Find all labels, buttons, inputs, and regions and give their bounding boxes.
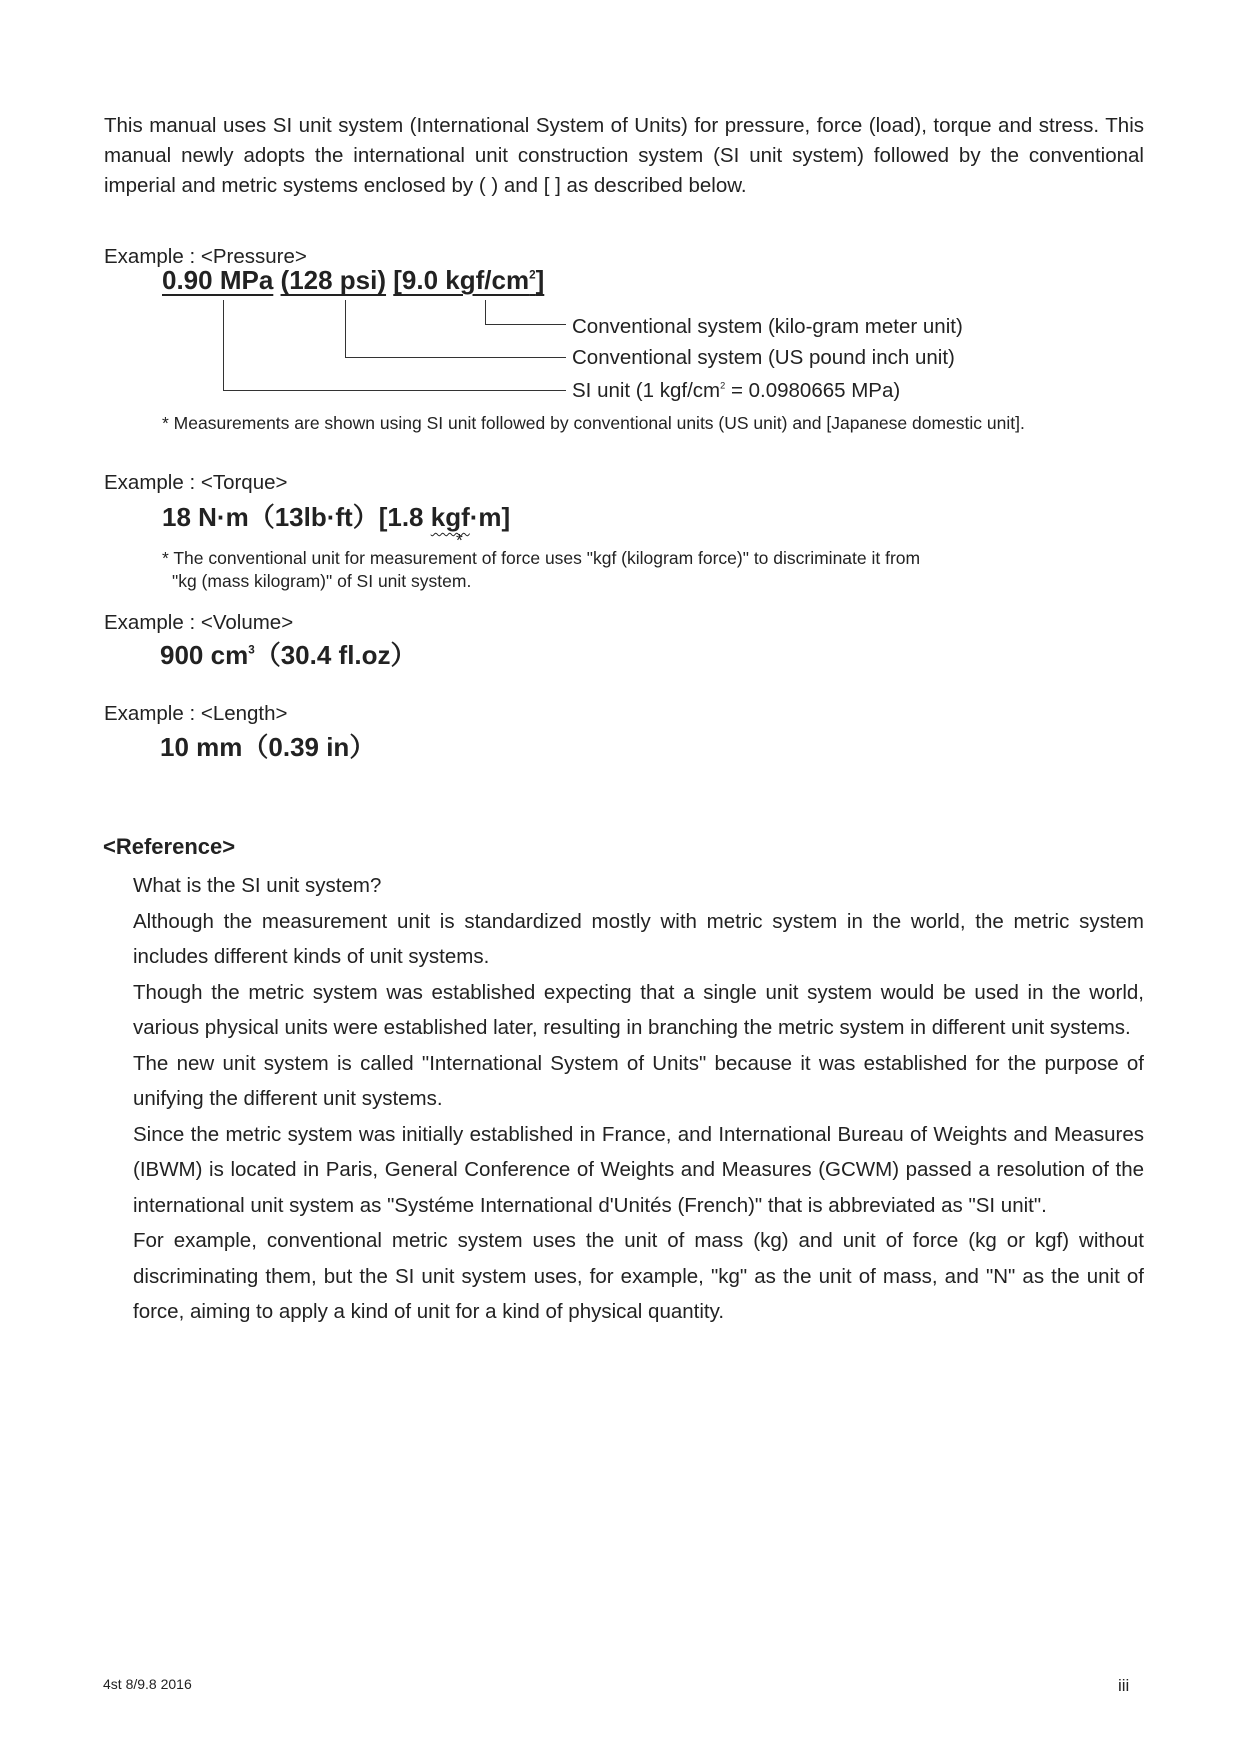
page-number: iii [1118, 1676, 1130, 1695]
intro-paragraph [104, 111, 1144, 201]
length-example-label: Example : <Length> [104, 702, 288, 725]
footer-edition: 4st 8/9.8 2016 [103, 1676, 192, 1692]
volume-value: 900 $cm^3(30.4$ fl.oz） [160, 640, 417, 670]
reference-paragraph: The new unit system is called "International System of Units" because it was established for the purpose of unifying the different unit systems. [133, 1051, 1144, 1110]
pressure-metric-value: [9.0 kgf/$cm^2$] [393, 265, 545, 295]
reference-paragraph: What is the SI unit system? [133, 874, 382, 897]
reference-paragraph: Since the metric system was initially established in France, and International Bureau of Weights and Measures (IBWM) is located in Paris, General Conference of Weights and Measures (GCWM) passed a resolution of the international unit system as "Systéme International d'Unités (French)" that is abbreviated as "SI unit". [133, 1122, 1144, 1217]
pressure-example-label: Example : <Pressure> [104, 245, 307, 268]
torque-example-label: Example : <Torque> [104, 471, 288, 494]
pressure-value [162, 265, 544, 296]
reference-paragraph: For example, conventional metric system uses the unit of mass (kg) and unit of force (kg or kgf) without discriminating them, but the SI unit system uses, for example, "kg" as the unit of mass, and "N" as the unit of force, aiming to apply a kind of unit for a kind of physical quantity. [133, 1229, 1144, 1323]
leader-si-vertical [223, 300, 224, 391]
torque-note-line2: "kg (mass kilogram)" of SI unit system. [172, 571, 472, 591]
legend-si: SI unit (1 kgf/$cm^2 = 0.0980665$ MPa) [572, 379, 901, 402]
leader-us-horizontal [345, 357, 566, 358]
torque-asterisk: * [456, 530, 463, 550]
torque-note-line1: * The conventional unit for measurement of force uses "kgf (kilogram force)" to discriminate it from [162, 548, 921, 568]
reference-heading: <Reference> [103, 834, 236, 859]
volume-example-label: Example : <Volume> [104, 611, 294, 634]
intro-text: This manual uses SI unit system (International System of Units) for pressure, force (load), torque and stress. This manual newly adopts the international unit construction system (SI unit system) followed by the conventional imperial and metric systems enclosed by ( ) and [ ] as described below. [104, 114, 1144, 197]
pressure-note: * Measurements are shown using SI unit followed by conventional units (US unit) and [Japanese domestic unit]. [162, 413, 1025, 433]
pressure-si-value: 0.90 MPa [162, 265, 274, 295]
torque-value: 18 N·m（13lb·ft）[1.8 kgf·m] [162, 502, 511, 532]
kgf-unit: kgf [430, 502, 470, 532]
pressure-us-value: (128 psi) [280, 265, 387, 295]
leader-si-horizontal [223, 390, 566, 391]
reference-paragraph: Though the metric system was established expecting that a single unit system would be used in the world, various physical units were established later, resulting in branching the metric system in different unit systems. [133, 980, 1144, 1039]
legend-metric: Conventional system (kilo-gram meter unit) [572, 315, 963, 338]
reference-body [133, 868, 1144, 1330]
leader-metric-horizontal [485, 324, 566, 325]
leader-us-vertical [345, 300, 346, 358]
reference-paragraph: Although the measurement unit is standardized mostly with metric system in the world, the metric system includes different kinds of unit systems. [133, 909, 1144, 968]
leader-metric-vertical [485, 300, 486, 325]
legend-us: Conventional system (US pound inch unit) [572, 346, 955, 369]
length-value: 10 mm（0.39 in） [160, 732, 376, 762]
